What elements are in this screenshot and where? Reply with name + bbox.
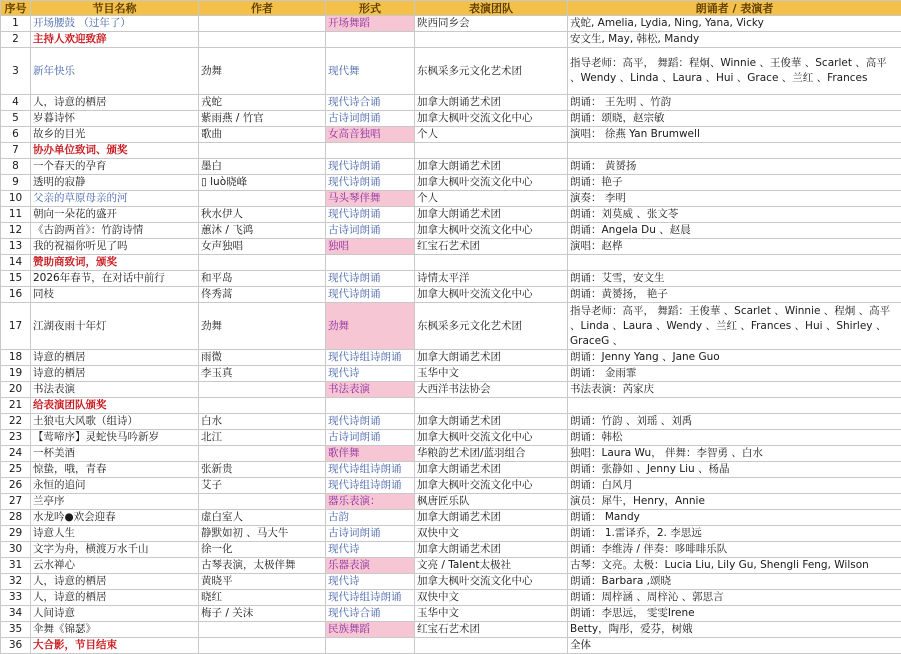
cell-team: 东枫采多元文化艺术团 — [415, 303, 568, 350]
cell-team: 大西洋书法协会 — [415, 382, 568, 398]
cell-form: 古韵 — [326, 510, 415, 526]
cell-title: 文字为舟，横渡万水千山 — [31, 542, 199, 558]
cell-num: 8 — [1, 159, 31, 175]
cell-title: 【莺啼序】灵蛇快马吟新岁 — [31, 430, 199, 446]
cell-num: 20 — [1, 382, 31, 398]
table-row — [1, 303, 901, 350]
cell-title: 书法表演 — [31, 382, 199, 398]
cell-performer: 古琴：文亮。太极：Lucia Liu, Lily Gu, Shengli Feng, Wilson — [568, 558, 901, 574]
cell-author — [199, 191, 326, 207]
cell-form: 现代诗朗诵 — [326, 159, 415, 175]
cell-performer: 朗诵： 1.雷译乔，2. 李思远 — [568, 526, 901, 542]
cell-form: 现代舞 — [326, 48, 415, 95]
cell-author: ▯ luò晓峰 — [199, 175, 326, 191]
cell-performer: 指导老师：高平， 舞蹈：王俊華 、Scarlet 、Winnie 、程炯 、高平 、Linda 、Laura 、Wendy 、兰红 、Frances 、Hui 、Shirley 、GraceG 、 — [568, 303, 901, 350]
cell-form: 女高音独唱 — [326, 127, 415, 143]
cell-form: 现代诗合诵 — [326, 95, 415, 111]
table-row — [1, 398, 901, 414]
cell-team — [415, 638, 568, 654]
cell-form: 民族舞蹈 — [326, 622, 415, 638]
cell-performer: 朗诵： 黄赟扬 — [568, 159, 901, 175]
table-row — [1, 558, 901, 574]
table-row — [1, 255, 901, 271]
table-row — [1, 16, 901, 32]
cell-form — [326, 32, 415, 48]
cell-author: 晓红 — [199, 590, 326, 606]
cell-author: 艾子 — [199, 478, 326, 494]
cell-title: 岁暮诗怀 — [31, 111, 199, 127]
cell-title: 主持人欢迎致辞 — [31, 32, 199, 48]
cell-num: 10 — [1, 191, 31, 207]
cell-team: 加拿大枫叶交流文化中心 — [415, 111, 568, 127]
table-row — [1, 175, 901, 191]
cell-form: 古诗词朗诵 — [326, 526, 415, 542]
table-row — [1, 143, 901, 159]
cell-author: 张新贵 — [199, 462, 326, 478]
cell-team: 加拿大朗诵艺术团 — [415, 462, 568, 478]
cell-team: 加拿大枫叶交流文化中心 — [415, 175, 568, 191]
cell-form: 现代诗组诗朗诵 — [326, 462, 415, 478]
cell-author: 劲舞 — [199, 48, 326, 95]
header-num: 序号 — [1, 1, 31, 16]
cell-performer: 朗诵：周梓涵 、周梓沁 、郭思言 — [568, 590, 901, 606]
cell-form: 歌伴舞 — [326, 446, 415, 462]
cell-performer: 朗诵：刘莫威 、张文苓 — [568, 207, 901, 223]
cell-team: 诗情太平洋 — [415, 271, 568, 287]
table-row — [1, 287, 901, 303]
cell-performer — [568, 143, 901, 159]
cell-form: 现代诗组诗朗诵 — [326, 478, 415, 494]
cell-author — [199, 494, 326, 510]
cell-form: 现代诗朗诵 — [326, 414, 415, 430]
cell-performer: 朗诵： 金雨霏 — [568, 366, 901, 382]
cell-performer: 朗诵：艳子 — [568, 175, 901, 191]
cell-form: 古诗词朗诵 — [326, 430, 415, 446]
cell-team: 加拿大枫叶交流文化中心 — [415, 287, 568, 303]
table-row — [1, 95, 901, 111]
cell-performer: 朗诵：Jenny Yang 、Jane Guo — [568, 350, 901, 366]
table-row — [1, 494, 901, 510]
cell-title: 一杯美酒 — [31, 446, 199, 462]
cell-title: 诗意的栖居 — [31, 366, 199, 382]
cell-num: 31 — [1, 558, 31, 574]
cell-team: 加拿大枫叶交流文化中心 — [415, 478, 568, 494]
cell-num: 14 — [1, 255, 31, 271]
header-title: 节目名称 — [31, 1, 199, 16]
cell-form: 现代诗朗诵 — [326, 207, 415, 223]
cell-performer: 朗诵：韩松 — [568, 430, 901, 446]
cell-title: 人，诗意的栖居 — [31, 590, 199, 606]
cell-team — [415, 398, 568, 414]
cell-team: 双快中文 — [415, 526, 568, 542]
cell-team: 红宝石艺术团 — [415, 239, 568, 255]
cell-performer — [568, 255, 901, 271]
cell-form: 现代诗 — [326, 366, 415, 382]
header-performer: 朗诵者 / 表演者 — [568, 1, 901, 16]
cell-performer: 朗诵：李维涛 / 伴奏：哆啡啡乐队 — [568, 542, 901, 558]
cell-author — [199, 638, 326, 654]
cell-team: 个人 — [415, 191, 568, 207]
cell-title: 江湖夜雨十年灯 — [31, 303, 199, 350]
cell-team: 加拿大朗诵艺术团 — [415, 350, 568, 366]
cell-author: 紫雨燕 / 竹官 — [199, 111, 326, 127]
cell-author: 李玉真 — [199, 366, 326, 382]
cell-num: 30 — [1, 542, 31, 558]
cell-performer: 朗诵： Mandy — [568, 510, 901, 526]
cell-team: 东枫采多元文化艺术团 — [415, 48, 568, 95]
table-row — [1, 159, 901, 175]
cell-author: 秋水伊人 — [199, 207, 326, 223]
cell-team: 加拿大朗诵艺术团 — [415, 542, 568, 558]
cell-team: 枫唐匠乐队 — [415, 494, 568, 510]
cell-author — [199, 255, 326, 271]
cell-num: 23 — [1, 430, 31, 446]
cell-performer: 朗诵：Barbara ,颂晓 — [568, 574, 901, 590]
cell-performer: 全体 — [568, 638, 901, 654]
cell-form: 古诗词朗诵 — [326, 111, 415, 127]
cell-performer: 朗诵：张静如 、Jenny Liu 、杨晶 — [568, 462, 901, 478]
table-row — [1, 382, 901, 398]
cell-performer: 独唱：Laura Wu， 伴舞：李智勇 、白水 — [568, 446, 901, 462]
cell-num: 19 — [1, 366, 31, 382]
cell-team: 加拿大朗诵艺术团 — [415, 414, 568, 430]
table-row — [1, 622, 901, 638]
cell-form: 开场舞蹈 — [326, 16, 415, 32]
cell-form: 现代诗朗诵 — [326, 175, 415, 191]
cell-team: 玉华中文 — [415, 366, 568, 382]
table-row — [1, 32, 901, 48]
cell-team — [415, 32, 568, 48]
cell-title: 新年快乐 — [31, 48, 199, 95]
cell-title: 云水禅心 — [31, 558, 199, 574]
cell-title: 水龙吟●欢会迎春 — [31, 510, 199, 526]
cell-team: 红宝石艺术团 — [415, 622, 568, 638]
table-row — [1, 271, 901, 287]
cell-num: 18 — [1, 350, 31, 366]
cell-num: 13 — [1, 239, 31, 255]
cell-form — [326, 255, 415, 271]
table-row — [1, 207, 901, 223]
cell-title: 赞助商致词，颁奖 — [31, 255, 199, 271]
cell-num: 36 — [1, 638, 31, 654]
cell-performer: 演员：犀牛，Henry，Annie — [568, 494, 901, 510]
table-row — [1, 478, 901, 494]
cell-team: 加拿大枫叶交流文化中心 — [415, 574, 568, 590]
cell-title: 2026年春节，在对话中前行 — [31, 271, 199, 287]
cell-performer: 朗诵：竹韵 、刘瑶 、刘禹 — [568, 414, 901, 430]
cell-author: 墨白 — [199, 159, 326, 175]
cell-author — [199, 16, 326, 32]
cell-performer: 演唱：赵桦 — [568, 239, 901, 255]
cell-performer: 书法表演：芮家庆 — [568, 382, 901, 398]
cell-form: 现代诗朗诵 — [326, 271, 415, 287]
cell-num: 29 — [1, 526, 31, 542]
cell-form — [326, 638, 415, 654]
cell-num: 35 — [1, 622, 31, 638]
cell-performer: 戎蛇, Amelia, Lydia, Ning, Yana, Vicky — [568, 16, 901, 32]
cell-team: 加拿大枫叶交流文化中心 — [415, 223, 568, 239]
cell-form: 现代诗 — [326, 542, 415, 558]
table-row — [1, 574, 901, 590]
cell-title: 土狼屯大风歌（组诗） — [31, 414, 199, 430]
cell-num: 12 — [1, 223, 31, 239]
header-form: 形式 — [326, 1, 415, 16]
cell-num: 22 — [1, 414, 31, 430]
cell-title: 故乡的目光 — [31, 127, 199, 143]
table-row — [1, 350, 901, 366]
cell-team: 华粮韵艺术团/蓝羽组合 — [415, 446, 568, 462]
table-row — [1, 239, 901, 255]
table-row — [1, 430, 901, 446]
cell-title: 父亲的草原母亲的河 — [31, 191, 199, 207]
cell-num: 28 — [1, 510, 31, 526]
cell-title: 兰亭序 — [31, 494, 199, 510]
cell-title: 伞舞《锦瑟》 — [31, 622, 199, 638]
cell-num: 27 — [1, 494, 31, 510]
table-row — [1, 366, 901, 382]
cell-num: 34 — [1, 606, 31, 622]
cell-team: 个人 — [415, 127, 568, 143]
cell-performer: 演唱： 徐燕 Yan Brumwell — [568, 127, 901, 143]
table-row — [1, 48, 901, 95]
cell-num: 7 — [1, 143, 31, 159]
table-row — [1, 127, 901, 143]
cell-form: 现代诗合诵 — [326, 606, 415, 622]
cell-num: 4 — [1, 95, 31, 111]
cell-author — [199, 622, 326, 638]
cell-author: 女声独唱 — [199, 239, 326, 255]
cell-num: 21 — [1, 398, 31, 414]
cell-author: 虚白室人 — [199, 510, 326, 526]
cell-title: 人，诗意的栖居 — [31, 574, 199, 590]
cell-author: 静默如初 、马大牛 — [199, 526, 326, 542]
cell-num: 32 — [1, 574, 31, 590]
cell-performer — [568, 398, 901, 414]
header-team: 表演团队 — [415, 1, 568, 16]
cell-performer: 朗诵：颂晓，赵宗敏 — [568, 111, 901, 127]
cell-form: 古诗词朗诵 — [326, 223, 415, 239]
cell-team: 加拿大朗诵艺术团 — [415, 207, 568, 223]
cell-form: 器乐表演： — [326, 494, 415, 510]
cell-author: 戎蛇 — [199, 95, 326, 111]
cell-title: 开场腰鼓 （过年了） — [31, 16, 199, 32]
cell-author: 古琴表演，太极伴舞 — [199, 558, 326, 574]
cell-title: 同枝 — [31, 287, 199, 303]
cell-title: 永恒的追问 — [31, 478, 199, 494]
cell-form — [326, 398, 415, 414]
cell-title: 诗意的栖居 — [31, 350, 199, 366]
table-row — [1, 446, 901, 462]
cell-author: 佟秀蒿 — [199, 287, 326, 303]
table-row — [1, 510, 901, 526]
cell-form: 现代诗组诗朗诵 — [326, 590, 415, 606]
table-row — [1, 111, 901, 127]
cell-form: 现代诗朗诵 — [326, 287, 415, 303]
cell-num: 5 — [1, 111, 31, 127]
cell-team: 加拿大朗诵艺术团 — [415, 95, 568, 111]
cell-author: 徐一化 — [199, 542, 326, 558]
cell-author — [199, 446, 326, 462]
cell-performer: 朗诵：黄赟扬， 艳子 — [568, 287, 901, 303]
cell-title: 人间诗意 — [31, 606, 199, 622]
cell-author: 北江 — [199, 430, 326, 446]
cell-team: 文亮 / Talent太极社 — [415, 558, 568, 574]
table-row — [1, 638, 901, 654]
cell-author: 蕙沐 / 飞鸿 — [199, 223, 326, 239]
cell-author: 雨微 — [199, 350, 326, 366]
cell-num: 2 — [1, 32, 31, 48]
header-author: 作者 — [199, 1, 326, 16]
cell-author: 黄晓平 — [199, 574, 326, 590]
cell-performer: Betty，陶彤，爱芬，树娥 — [568, 622, 901, 638]
cell-title: 一个春天的孕育 — [31, 159, 199, 175]
cell-title: 协办单位致词、颁奖 — [31, 143, 199, 159]
table-row — [1, 462, 901, 478]
table-row — [1, 542, 901, 558]
cell-author — [199, 143, 326, 159]
cell-form — [326, 143, 415, 159]
table-row — [1, 526, 901, 542]
cell-form: 现代诗 — [326, 574, 415, 590]
cell-num: 25 — [1, 462, 31, 478]
cell-form: 独唱 — [326, 239, 415, 255]
cell-team: 玉华中文 — [415, 606, 568, 622]
table-header — [1, 1, 901, 16]
cell-author — [199, 398, 326, 414]
cell-title: 惊蛰，哦，青春 — [31, 462, 199, 478]
cell-team: 加拿大朗诵艺术团 — [415, 510, 568, 526]
table-row — [1, 590, 901, 606]
cell-num: 33 — [1, 590, 31, 606]
cell-author: 劲舞 — [199, 303, 326, 350]
cell-num: 1 — [1, 16, 31, 32]
cell-title: 诗意人生 — [31, 526, 199, 542]
cell-num: 3 — [1, 48, 31, 95]
cell-performer: 朗诵：艾雪，安文生 — [568, 271, 901, 287]
table-row — [1, 223, 901, 239]
cell-num: 24 — [1, 446, 31, 462]
cell-team: 双快中文 — [415, 590, 568, 606]
cell-title: 给表演团队颁奖 — [31, 398, 199, 414]
table-row — [1, 606, 901, 622]
cell-performer: 朗诵：李思远， 雯雯Irene — [568, 606, 901, 622]
cell-author — [199, 32, 326, 48]
cell-num: 6 — [1, 127, 31, 143]
cell-team: 加拿大枫叶交流文化中心 — [415, 430, 568, 446]
cell-form: 书法表演 — [326, 382, 415, 398]
cell-num: 17 — [1, 303, 31, 350]
cell-performer: 朗诵：白风月 — [568, 478, 901, 494]
cell-title: 我的祝福你听见了吗 — [31, 239, 199, 255]
cell-author: 和平岛 — [199, 271, 326, 287]
cell-title: 《古韵两首》：竹韵诗情 — [31, 223, 199, 239]
cell-form: 劲舞 — [326, 303, 415, 350]
cell-num: 16 — [1, 287, 31, 303]
cell-title: 大合影，节目结束 — [31, 638, 199, 654]
cell-form: 马头琴伴舞 — [326, 191, 415, 207]
cell-performer: 指导老师：高平， 舞蹈：程炯、Winnie 、王俊華 、Scarlet 、高平 、Wendy 、Linda 、Laura 、Hui 、Grace 、兰红 、Frances — [568, 48, 901, 95]
cell-performer: 演奏： 李明 — [568, 191, 901, 207]
cell-team: 陕西同乡会 — [415, 16, 568, 32]
cell-performer: 朗诵： 王先明 、竹韵 — [568, 95, 901, 111]
table-row — [1, 191, 901, 207]
cell-form: 现代诗组诗朗诵 — [326, 350, 415, 366]
cell-num: 11 — [1, 207, 31, 223]
cell-num: 26 — [1, 478, 31, 494]
table-body — [1, 16, 901, 654]
cell-title: 朝向一朵花的盛开 — [31, 207, 199, 223]
cell-performer: 朗诵：Angela Du 、赵晨 — [568, 223, 901, 239]
table-row — [1, 414, 901, 430]
cell-author — [199, 382, 326, 398]
cell-form: 乐器表演 — [326, 558, 415, 574]
cell-performer: 安文生, May, 韩松, Mandy — [568, 32, 901, 48]
cell-team — [415, 143, 568, 159]
cell-author: 白水 — [199, 414, 326, 430]
cell-team — [415, 255, 568, 271]
cell-title: 透明的寂静 — [31, 175, 199, 191]
cell-author: 歌曲 — [199, 127, 326, 143]
cell-num: 15 — [1, 271, 31, 287]
cell-title: 人，诗意的栖居 — [31, 95, 199, 111]
cell-num: 9 — [1, 175, 31, 191]
cell-team: 加拿大朗诵艺术团 — [415, 159, 568, 175]
cell-author: 梅子 / 关沫 — [199, 606, 326, 622]
